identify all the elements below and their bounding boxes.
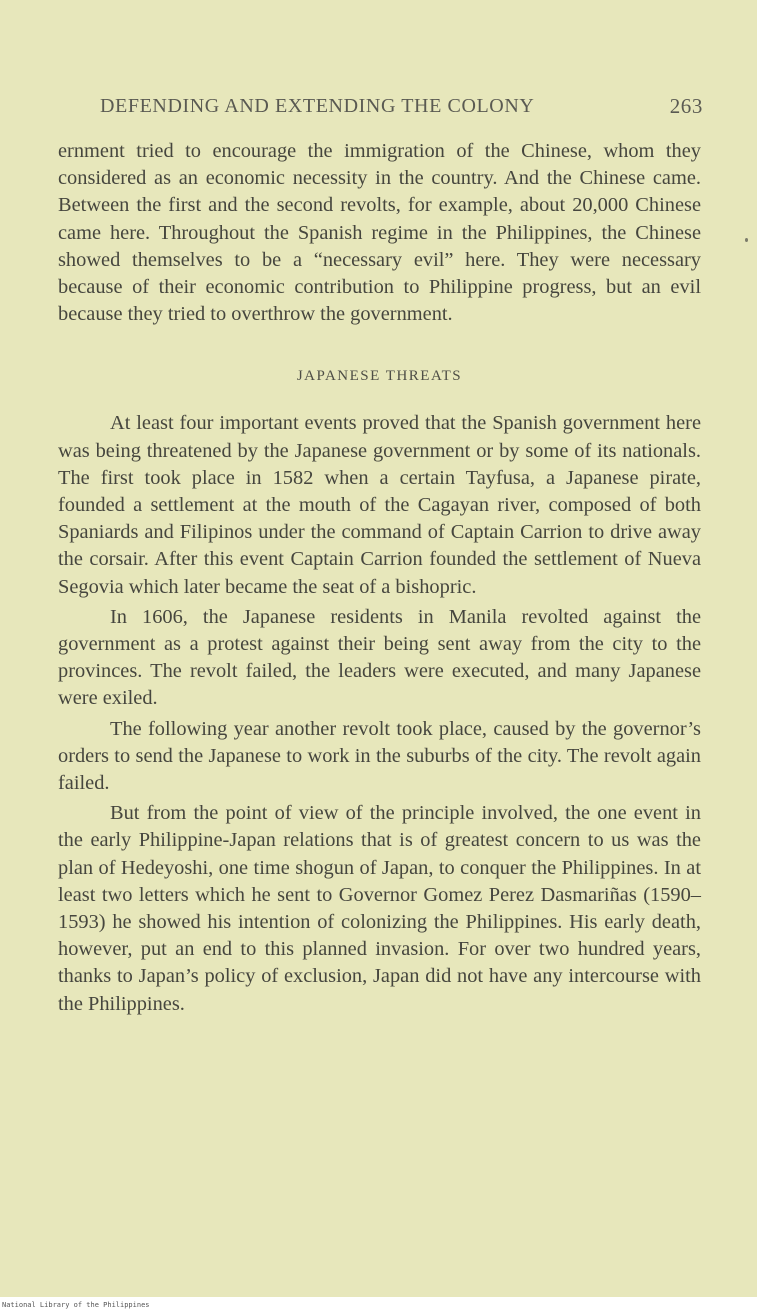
running-head: DEFENDING AND EXTENDING THE COLONY	[100, 95, 535, 117]
page-header	[0, 92, 703, 120]
library-watermark: National Library of the Philippines	[2, 1301, 150, 1309]
body-text	[58, 138, 701, 1018]
footer-strip	[0, 1297, 757, 1313]
paragraph-chinese-immigration: ernment tried to encourage the immigration of the Chinese, whom they considered as an economic necessity in the country. And the Chinese came. Between the first and the second revolts, for example, about 20,000 Chinese came here. Throughout the Spanish regime in the Philippines, the Chinese showed themselves to be a “necessary evil” here. They were necessary because of their economic contribution to Philippine progress, but an evil because they tried to overthrow the government.	[58, 140, 701, 326]
paragraph-following-revolt: The following year another revolt took place, caused by the governor’s orders to send the Japanese to work in the suburbs of the city. The revolt again failed.	[58, 717, 701, 795]
scan-blemish	[745, 238, 748, 242]
page-number: 263	[669, 94, 703, 118]
paragraph-1606-revolt: In 1606, the Japanese residents in Manila revolted against the government as a protest against their being sent away from the city to the provinces. The revolt failed, the leaders were executed, and many Japanese were exiled.	[58, 605, 701, 710]
paragraph-hedeyoshi-plan: But from the point of view of the principle involved, the one event in the early Philippine-Japan relations that is of greatest concern to us was the plan of Hedeyoshi, one time shogun of Japan, to conquer the Philippines. In at least two letters which he sent to Governor Gomez Perez Dasmariñas (1590–1593) he showed his intention of colonizing the Philippines. His early death, however, put an end to this planned invasion. For over two hundred years, thanks to Japan’s policy of exclusion, Japan did not have any intercourse with the Philippines.	[58, 802, 701, 1015]
section-heading: JAPANESE THREATS	[296, 368, 463, 385]
paragraph-japanese-threats: At least four important events proved that the Spanish government here was being threatened by the Japanese government or by some of its nationals. The first took place in 1582 when a certain Tayfusa, a Japanese pirate, founded a settlement at the mouth of the Cagayan river, composed of both Spaniards and Filipinos under the command of Captain Carrion to drive away the corsair. After this event Captain Carrion founded the settlement of Nueva Segovia which later became the seat of a bishopric.	[58, 412, 701, 598]
